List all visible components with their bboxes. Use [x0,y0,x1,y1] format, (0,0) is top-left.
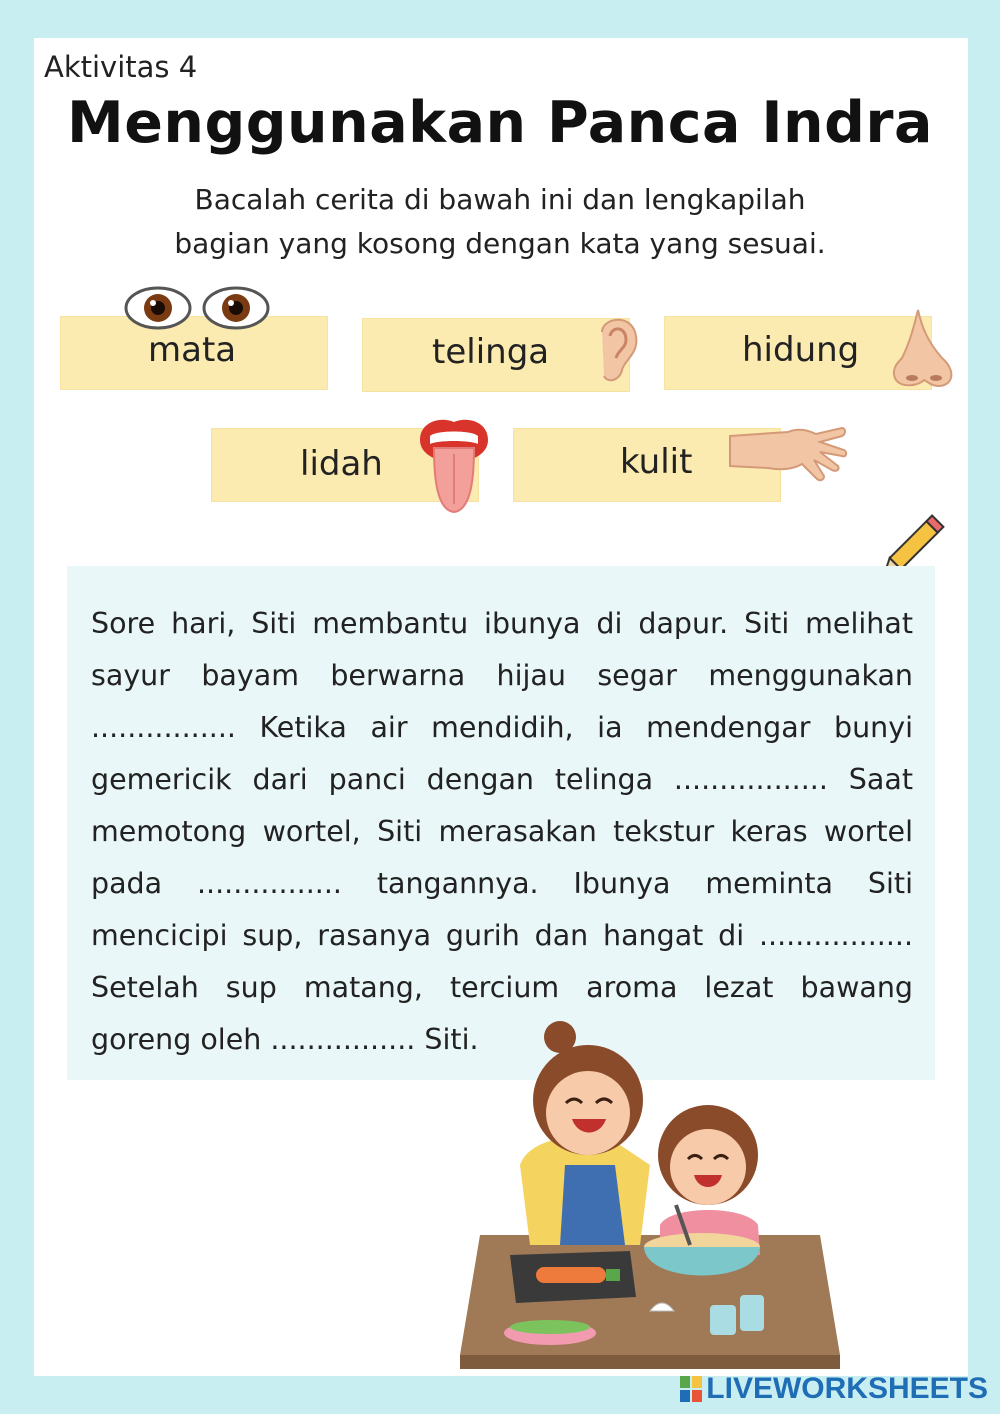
word-hidung: hidung [742,330,860,370]
watermark-text: LIVEWORKSHEETS [706,1372,988,1405]
ear-icon [594,314,640,386]
activity-label: Aktivitas 4 [44,50,198,84]
cooking-illustration [440,1015,840,1377]
tongue-icon [416,414,492,518]
page-title: Menggunakan Panca Indra [66,90,934,156]
nose-icon [888,308,960,390]
instruction-line-1: Bacalah cerita di bawah ini dan lengkapilah [194,183,806,216]
liveworksheets-logo [680,1372,988,1406]
instruction-line-2: bagian yang kosong dengan kata yang sesuai. [174,227,826,260]
story-text: Sore hari, Siti membantu ibunya di dapur. Siti melihat sayur bayam berwarna hijau segar menggunakan ................ Ketika air mendidih, ia mendengar bunyi gemericik dari panci dengan telinga ................. Saat memotong wortel, Siti merasakan tekstur keras wortel pada ................ tangannya. Ibunya meminta Siti mencicipi sup, rasanya gurih dan hangat di ................. Setelah sup matang, tercium aroma lezat bawang goreng oleh ................ Siti. [91,607,913,1056]
word-telinga: telinga [432,332,550,372]
eyes-icon [125,287,270,331]
instructions [0,178,1000,266]
word-kulit: kulit [620,442,693,482]
logo-icon [680,1376,702,1402]
word-mata: mata [148,330,237,370]
word-lidah: lidah [300,444,383,484]
hand-icon [728,424,848,486]
